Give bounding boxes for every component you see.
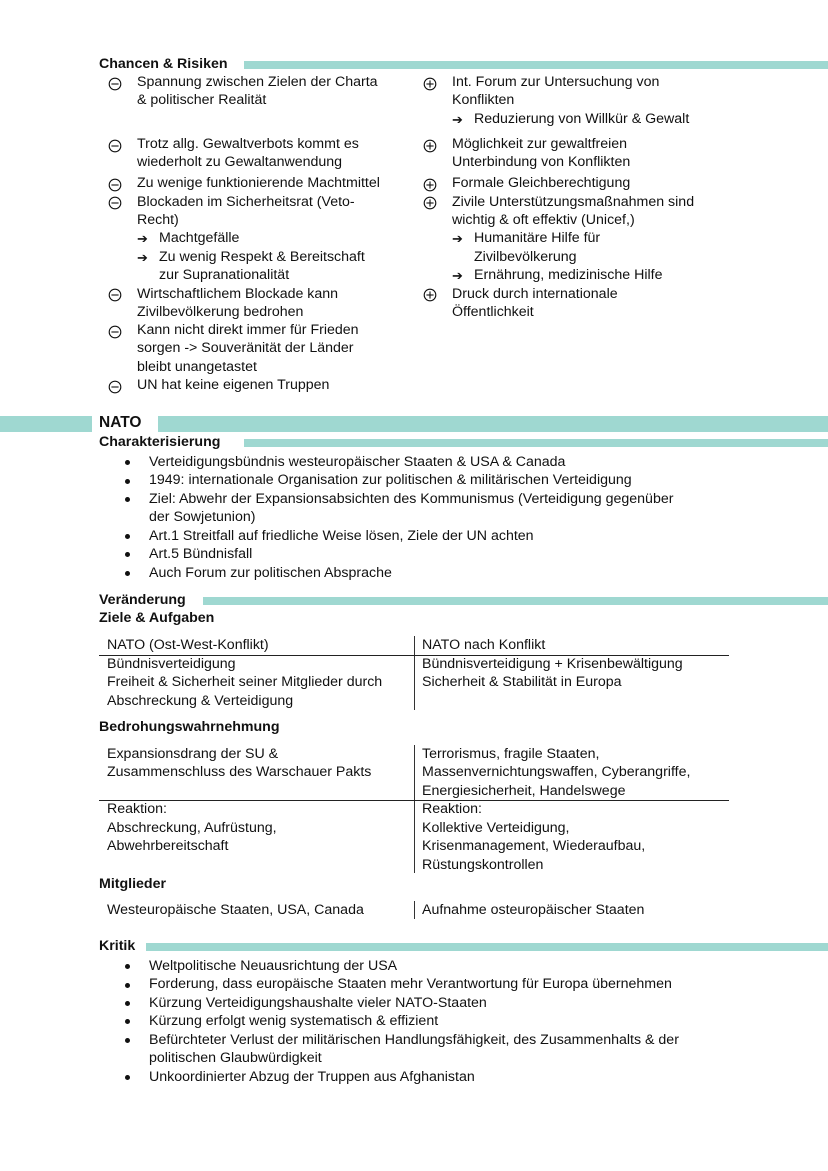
chance-line: Möglichkeit zur gewaltfreien [452, 136, 628, 152]
table-header-cell: NATO nach Konflikt [422, 637, 546, 653]
plus-circle-icon [423, 288, 437, 302]
subheading-bedrohungswahrnehmung: Bedrohungswahrnehmung [99, 719, 280, 735]
arrow-right-icon: ➔ [452, 268, 463, 283]
list-item: der Sowjetunion) [149, 509, 256, 525]
risk-line: Kann nicht direkt immer für Frieden [137, 322, 359, 338]
subheading-mitglieder: Mitglieder [99, 876, 167, 892]
chance-line: Konflikten [452, 92, 515, 108]
table-cell: Terrorismus, fragile Staaten, [422, 746, 600, 762]
table-cell: Abschreckung, Aufrüstung, [107, 820, 277, 836]
table-cell: Rüstungskontrollen [422, 857, 544, 873]
chance-line: Zivile Unterstützungsmaßnahmen sind [452, 194, 695, 210]
minus-circle-icon [108, 178, 122, 192]
table-cell: Freiheit & Sicherheit seiner Mitglieder durch [107, 674, 383, 690]
table-cell: Massenvernichtungswaffen, Cyberangriffe, [422, 764, 691, 780]
risk-line: Spannung zwischen Zielen der Charta [137, 74, 378, 90]
risk-line: Trotz allg. Gewaltverbots kommt es [137, 136, 359, 152]
risk-line: & politischer Realität [137, 92, 267, 108]
risk-line: Zivilbevölkerung bedrohen [137, 304, 304, 320]
table-cell: Bündnisverteidigung [107, 656, 236, 672]
risk-line: bleibt unangetastet [137, 359, 257, 375]
minus-circle-icon [108, 139, 122, 153]
table-rule [99, 800, 729, 801]
table-cell: Energiesicherheit, Handelswege [422, 783, 626, 799]
minus-circle-icon [108, 288, 122, 302]
list-item: Forderung, dass europäische Staaten mehr Verantwortung für Europa übernehmen [149, 976, 672, 992]
table-cell: Aufnahme osteuropäischer Staaten [422, 902, 645, 918]
list-item: Befürchteter Verlust der militärischen Handlungsfähigkeit, des Zusammenhalts & der [149, 1032, 679, 1048]
chance-line: Ernährung, medizinische Hilfe [474, 267, 663, 283]
minus-circle-icon [108, 325, 122, 339]
bullet [125, 479, 130, 484]
heading-accent-bar [158, 416, 828, 432]
risk-line: Blockaden im Sicherheitsrat (Veto- [137, 194, 355, 210]
chance-line: wichtig & oft effektiv (Unicef,) [452, 212, 635, 228]
table-cell: Sicherheit & Stabilität in Europa [422, 674, 622, 690]
arrow-right-icon: ➔ [137, 250, 148, 265]
heading-accent-bar [0, 416, 92, 432]
list-item: Unkoordinierter Abzug der Truppen aus Afghanistan [149, 1069, 475, 1085]
minus-circle-icon [108, 196, 122, 210]
bullet [125, 460, 130, 465]
table-cell: Abwehrbereitschaft [107, 838, 229, 854]
chance-line: Formale Gleichberechtigung [452, 175, 631, 191]
bullet [125, 552, 130, 557]
list-item: Art.1 Streitfall auf friedliche Weise lösen, Ziele der UN achten [149, 528, 534, 544]
risk-line: Zu wenige funktionierende Machtmittel [137, 175, 380, 191]
subheading-veraenderung: Veränderung [99, 592, 186, 608]
section-heading-nato: NATO [99, 414, 142, 431]
bullet [125, 983, 130, 988]
list-item: Auch Forum zur politischen Absprache [149, 565, 392, 581]
list-item: Kürzung Verteidigungshaushalte vieler NATO-Staaten [149, 995, 487, 1011]
plus-circle-icon [423, 139, 437, 153]
table-cell: Krisenmanagement, Wiederaufbau, [422, 838, 646, 854]
column-divider [414, 745, 415, 873]
arrow-right-icon: ➔ [137, 231, 148, 246]
subheading-ziele-aufgaben: Ziele & Aufgaben [99, 610, 215, 626]
table-cell: Westeuropäische Staaten, USA, Canada [107, 902, 364, 918]
subheading-kritik: Kritik [99, 938, 136, 954]
heading-accent-bar [203, 597, 828, 605]
bullet [125, 1075, 130, 1080]
risk-line: UN hat keine eigenen Truppen [137, 377, 330, 393]
list-item: Kürzung erfolgt wenig systematisch & effizient [149, 1013, 439, 1029]
arrow-right-icon: ➔ [452, 231, 463, 246]
list-item: Art.5 Bündnisfall [149, 546, 253, 562]
chance-line: Humanitäre Hilfe für [474, 230, 601, 246]
table-cell: Bündnisverteidigung + Krisenbewältigung [422, 656, 683, 672]
risk-line: Recht) [137, 212, 179, 228]
list-item: Verteidigungsbündnis westeuropäischer Staaten & USA & Canada [149, 454, 566, 470]
chance-line: Unterbindung von Konflikten [452, 154, 631, 170]
chance-line: Reduzierung von Willkür & Gewalt [474, 111, 690, 127]
bullet [125, 1001, 130, 1006]
chance-line: Int. Forum zur Untersuchung von [452, 74, 660, 90]
minus-circle-icon [108, 77, 122, 91]
column-divider [414, 636, 415, 710]
chance-line: Druck durch internationale [452, 286, 618, 302]
subheading-charakterisierung: Charakterisierung [99, 434, 221, 450]
heading-accent-bar [244, 439, 828, 447]
risk-line: wiederholt zu Gewaltanwendung [137, 154, 343, 170]
bullet [125, 964, 130, 969]
heading-accent-bar [146, 943, 828, 951]
bullet [125, 571, 130, 576]
list-item: Weltpolitische Neuausrichtung der USA [149, 958, 398, 974]
table-cell: Kollektive Verteidigung, [422, 820, 570, 836]
arrow-right-icon: ➔ [452, 112, 463, 127]
table-cell: Reaktion: [107, 801, 167, 817]
table-cell: Reaktion: [422, 801, 482, 817]
chance-line: Öffentlichkeit [452, 304, 534, 320]
column-divider [414, 901, 415, 919]
bullet [125, 1019, 130, 1024]
risk-line: zur Supranationalität [159, 267, 290, 283]
bullet [125, 497, 130, 502]
bullet [125, 1038, 130, 1043]
risk-line: Machtgefälle [159, 230, 240, 246]
heading-accent-bar [244, 61, 828, 69]
list-item: Ziel: Abwehr der Expansionsabsichten des Kommunismus (Verteidigung gegenüber [149, 491, 674, 507]
table-cell: Abschreckung & Verteidigung [107, 693, 294, 709]
plus-circle-icon [423, 77, 437, 91]
risk-line: sorgen -> Souveränität der Länder [137, 340, 354, 356]
section-heading-chancen-risiken: Chancen & Risiken [99, 56, 228, 72]
table-header-cell: NATO (Ost-West-Konflikt) [107, 637, 269, 653]
risk-line: Zu wenig Respekt & Bereitschaft [159, 249, 365, 265]
list-item: 1949: internationale Organisation zur politischen & militärischen Verteidigung [149, 472, 632, 488]
plus-circle-icon [423, 178, 437, 192]
bullet [125, 534, 130, 539]
plus-circle-icon [423, 196, 437, 210]
risk-line: Wirtschaftlichem Blockade kann [137, 286, 339, 302]
table-cell: Zusammenschluss des Warschauer Pakts [107, 764, 372, 780]
minus-circle-icon [108, 380, 122, 394]
list-item: politischen Glaubwürdigkeit [149, 1050, 322, 1066]
table-cell: Expansionsdrang der SU & [107, 746, 279, 762]
chance-line: Zivilbevölkerung [474, 249, 577, 265]
